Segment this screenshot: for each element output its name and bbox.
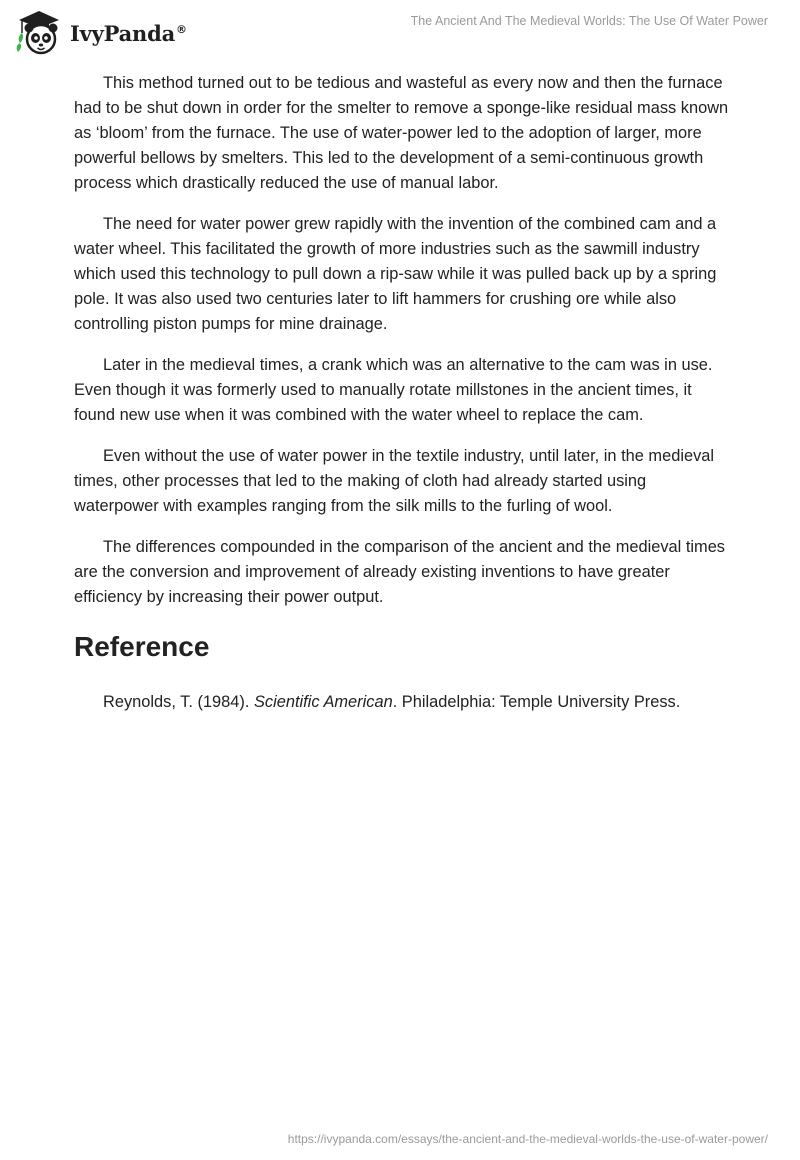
reference-authors-year: Reynolds, T. (1984). (103, 693, 254, 711)
brand-name: IvyPanda® (70, 20, 187, 46)
document-title: The Ancient And The Medieval Worlds: The Use Of Water Power (410, 14, 768, 28)
panda-graduate-icon (14, 9, 64, 57)
paragraph: The differences compounded in the comparison of the ancient and the medieval times are the conversion and improvement of already existing inventions to have greater efficiency by increasing their power output. (74, 538, 726, 606)
paragraph: Even without the use of water power in the textile industry, until later, in the medieval times, other processes that led to the making of cloth had already started using waterpower with examples ranging from the silk mills to the furling of wool. (74, 447, 715, 515)
reference-publisher: . Philadelphia: Temple University Press. (392, 693, 681, 711)
source-url[interactable]: https://ivypanda.com/essays/the-ancient-and-the-medieval-worlds-the-use-of-water-power/ (287, 1132, 768, 1146)
brand-logo[interactable] (14, 8, 187, 58)
reference-title: Scientific American (253, 693, 393, 711)
page-header (0, 0, 800, 70)
reference-entry (74, 690, 734, 715)
paragraph: This method turned out to be tedious and wasteful as every now and then the furnace had to be shut down in order for the smelter to remove a sponge-like residual mass known as ‘bloom’ from the furnace. The use of water-power led to the adoption of larger, more powerful bellows by smelters. This led to the development of a semi-continuous growth process which drastically reduced the use of manual labor. (74, 74, 729, 192)
essay-body (74, 71, 734, 715)
reference-heading: Reference (74, 631, 210, 662)
paragraph: The need for water power grew rapidly with the invention of the combined cam and a water wheel. This facilitated the growth of more industries such as the sawmill industry which used this technology to pull down a rip-saw while it was pulled back up by a spring pole. It was also used two centuries later to lift hammers for crushing ore while also controlling piston pumps for mine drainage. (74, 215, 717, 333)
paragraph: Later in the medieval times, a crank which was an alternative to the cam was in use. Even though it was formerly used to manually rotate millstones in the ancient times, it found new use when it was combined with the water wheel to replace the cam. (74, 356, 713, 424)
registered-mark: ® (176, 22, 187, 36)
